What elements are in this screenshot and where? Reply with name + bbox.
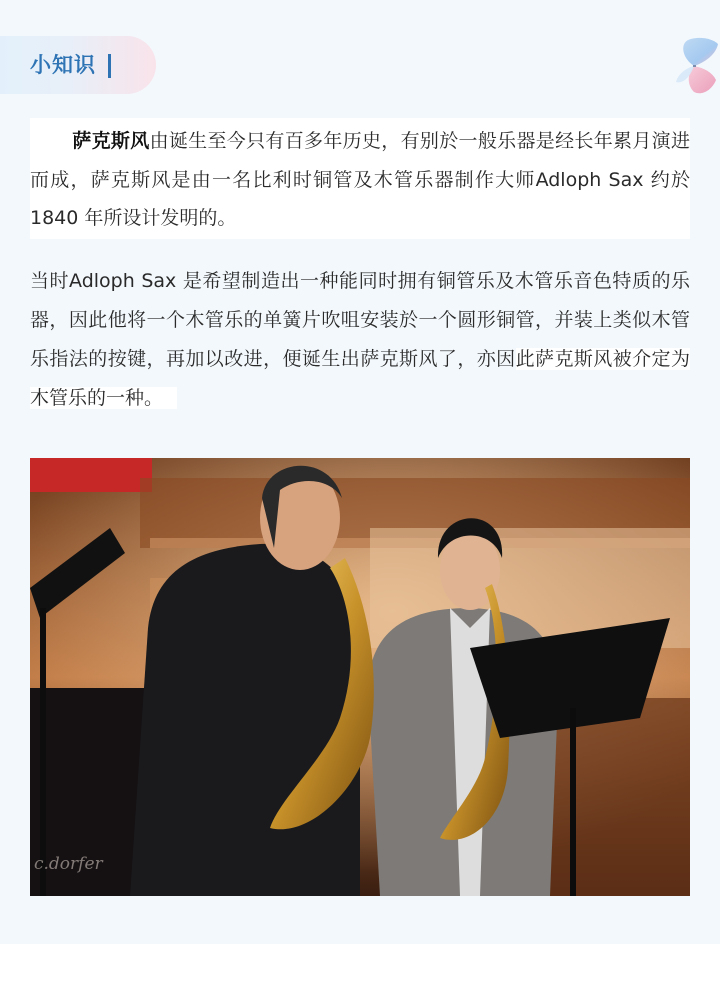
butterfly-icon [672,36,720,98]
intro-body: 由诞生至今只有百多年历史，有别於一般乐器是经长年累月演进而成，萨克斯风是由一名比利时铜管及木管乐器制作大师Adloph Sax 约於1840 年所设计发明的。 [30,130,690,229]
history-last-line: 此萨克斯风被介定为木管乐的一种。 [30,348,690,409]
history-body: 当时Adloph Sax 是希望制造出一种能同时拥有铜管乐及木管乐音色特质的乐器，因此他将一个木管乐的单簧片吹咀安装於一个圆形铜管，并装上类似木管乐指法的按键，再加以改进，便诞生出萨克斯风了，亦因 [30,270,690,370]
photo-watermark: c.dorfer [34,854,103,874]
intro-bold-lead: 萨克斯风 [72,130,150,152]
history-paragraph [30,262,690,418]
intro-paragraph [30,122,690,238]
section-tag-divider [108,54,111,78]
section-tag-label: 小知识 [30,53,96,77]
saxophone-photo [30,458,690,896]
